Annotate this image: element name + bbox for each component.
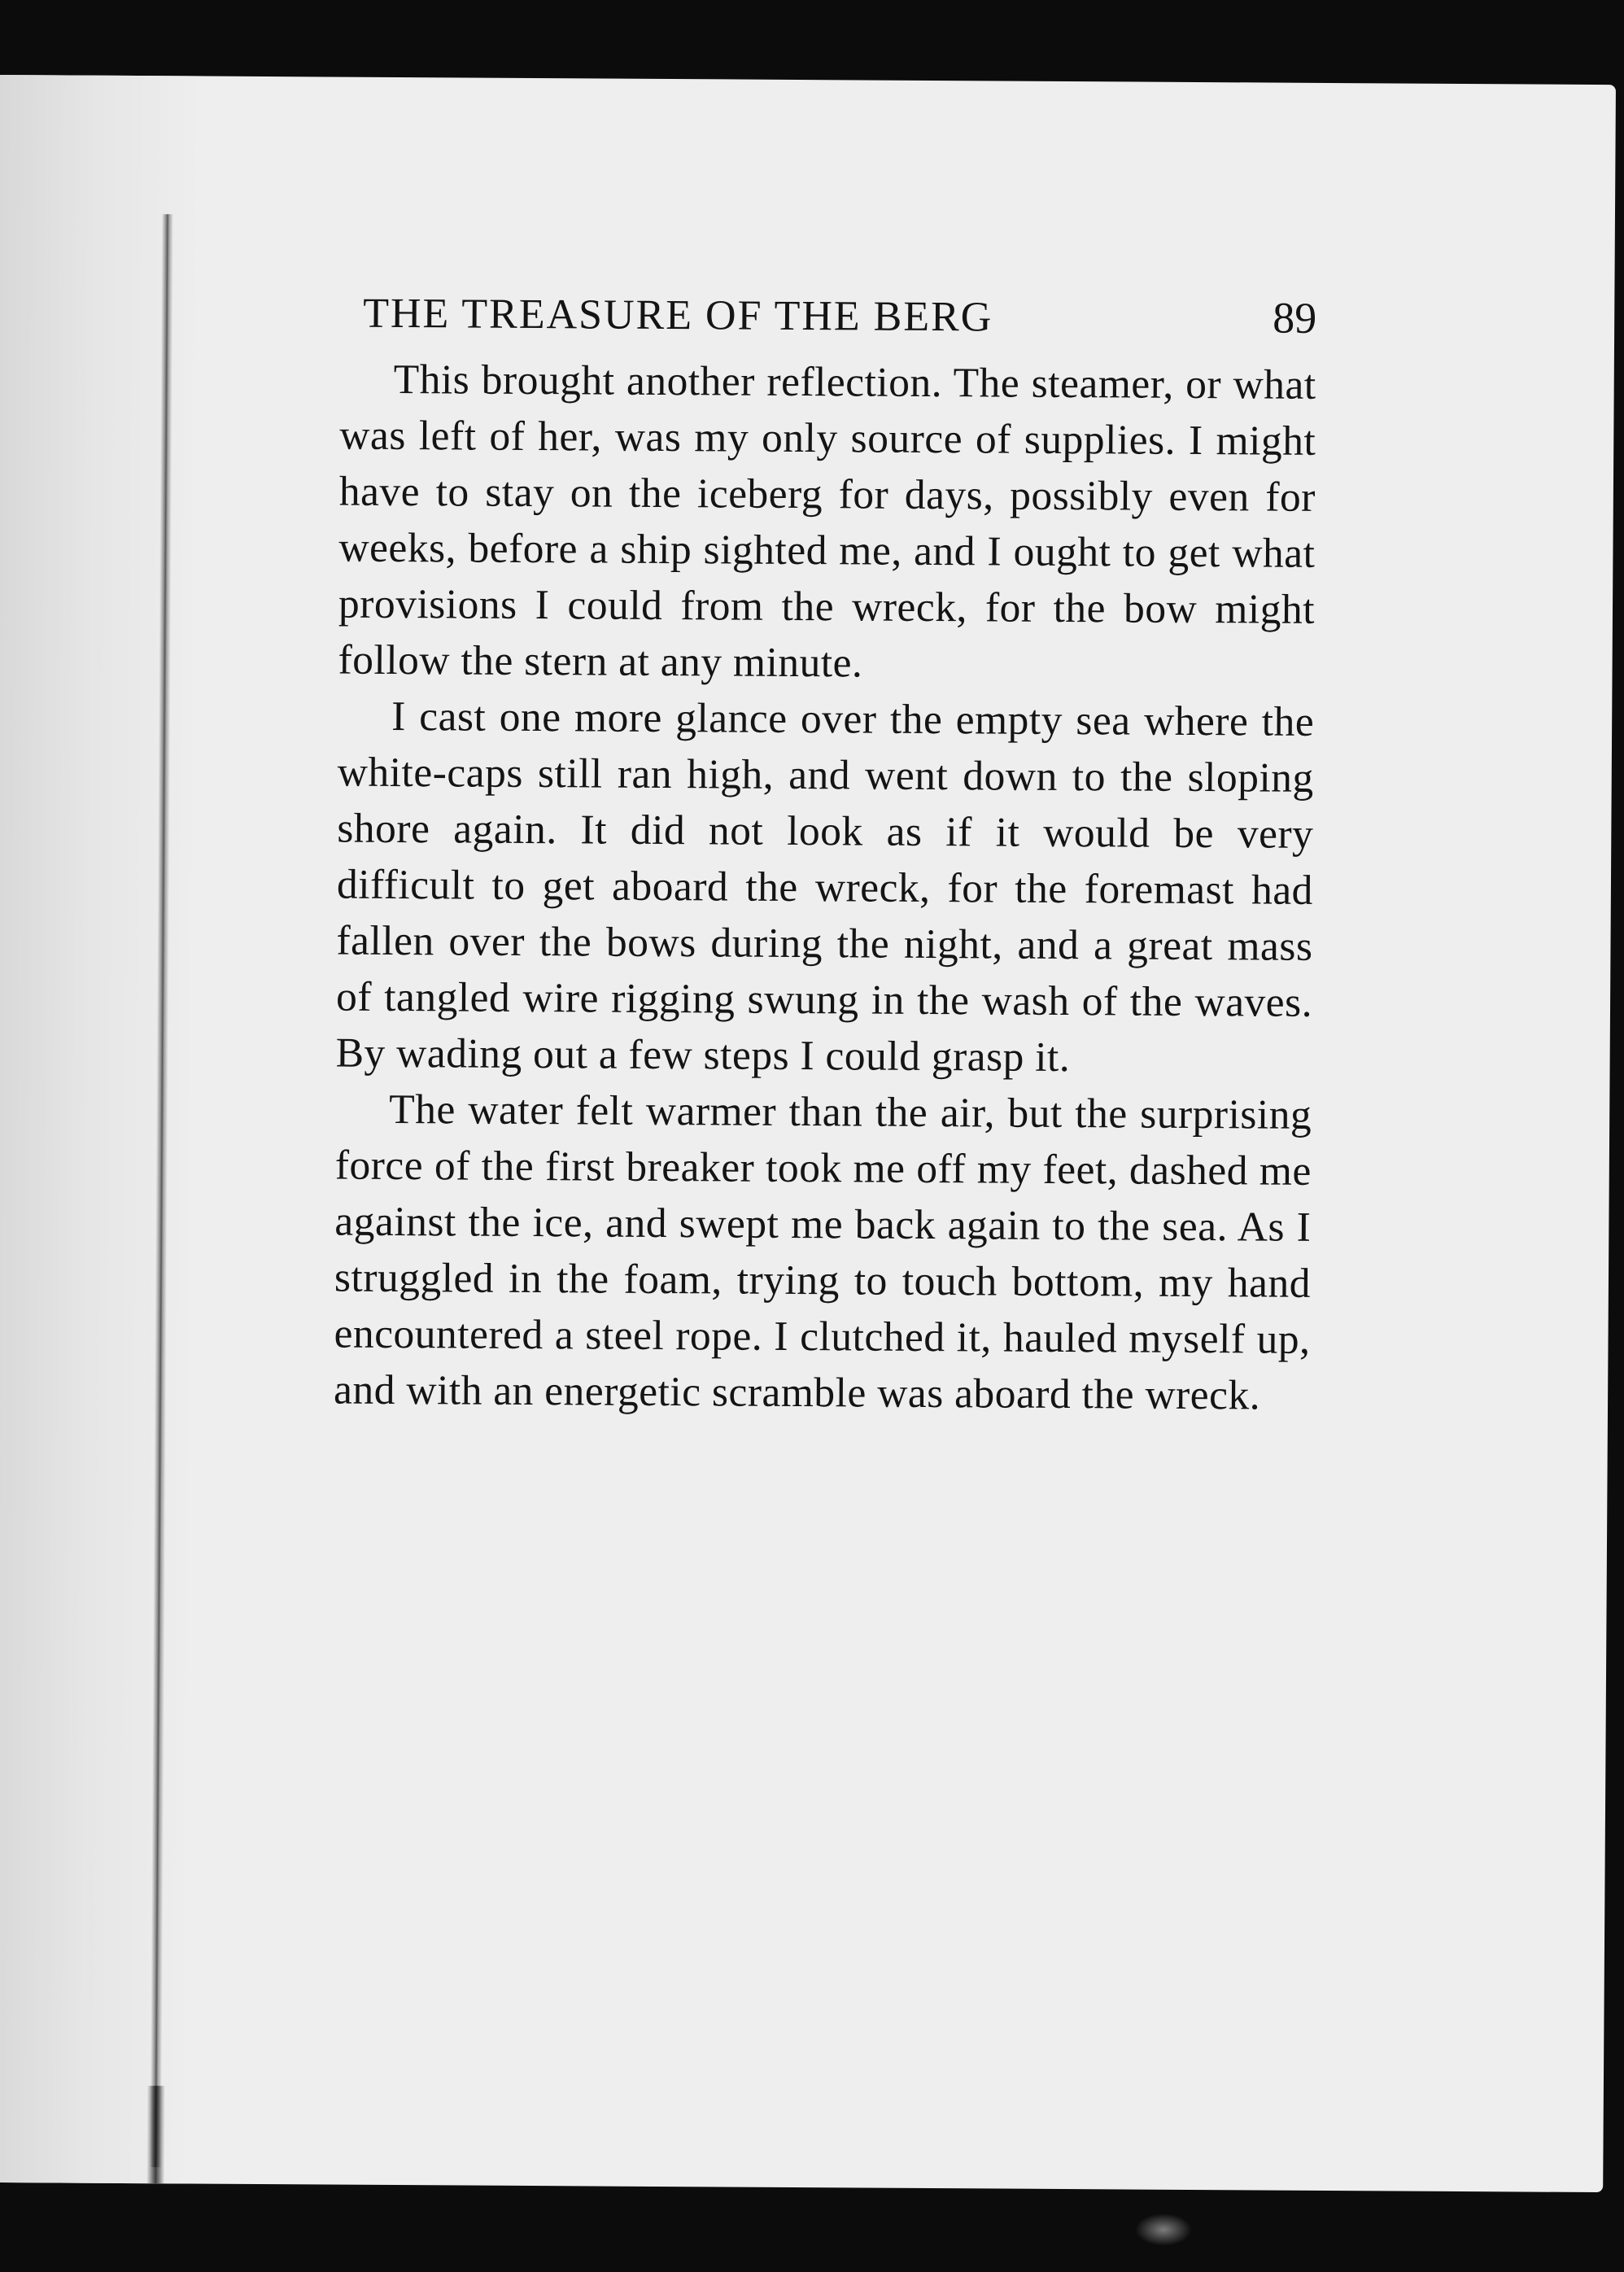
text-block bbox=[334, 285, 1316, 1424]
book-page bbox=[0, 75, 1616, 2192]
page-number: 89 bbox=[1273, 293, 1317, 343]
paragraph-3: The water felt warmer than the air, but the surprising force of the first breaker took me off my feet, dashed me against the ice, and swept me back again to the sea. As I struggled in the foam, trying to touch bottom, my hand encountered a steel rope. I clutched it, hauled myself up, and with an energetic scramble was aboard the wreck. bbox=[333, 1086, 1312, 1419]
paragraph-2: I cast one more glance over the empty sea where the white-caps still ran high, and went down to the sloping shore again. It did not look as if it would be very difficult to get aboard the wreck, for the foremast had fallen over the bows during the night, and a great mass of tangled wire rigging swung in the wash of the waves. By wading out a few steps I could grasp it. bbox=[335, 693, 1315, 1081]
running-head bbox=[363, 285, 1316, 347]
gutter-shadow bbox=[0, 75, 203, 2183]
scan-smudge bbox=[1135, 2213, 1192, 2246]
running-head-title: THE TREASURE OF THE BERG bbox=[363, 290, 993, 341]
paragraph-1: This brought another reflection. The steamer, or what was left of her, was my only source of supplies. I might have to stay on the iceberg for days, possibly even for weeks, before a ship sighted me, and I ought to get what provisions I could from the wreck, for the bow might follow the stern at any minute. bbox=[338, 356, 1316, 687]
binding-edge-shadow bbox=[146, 2086, 165, 2183]
